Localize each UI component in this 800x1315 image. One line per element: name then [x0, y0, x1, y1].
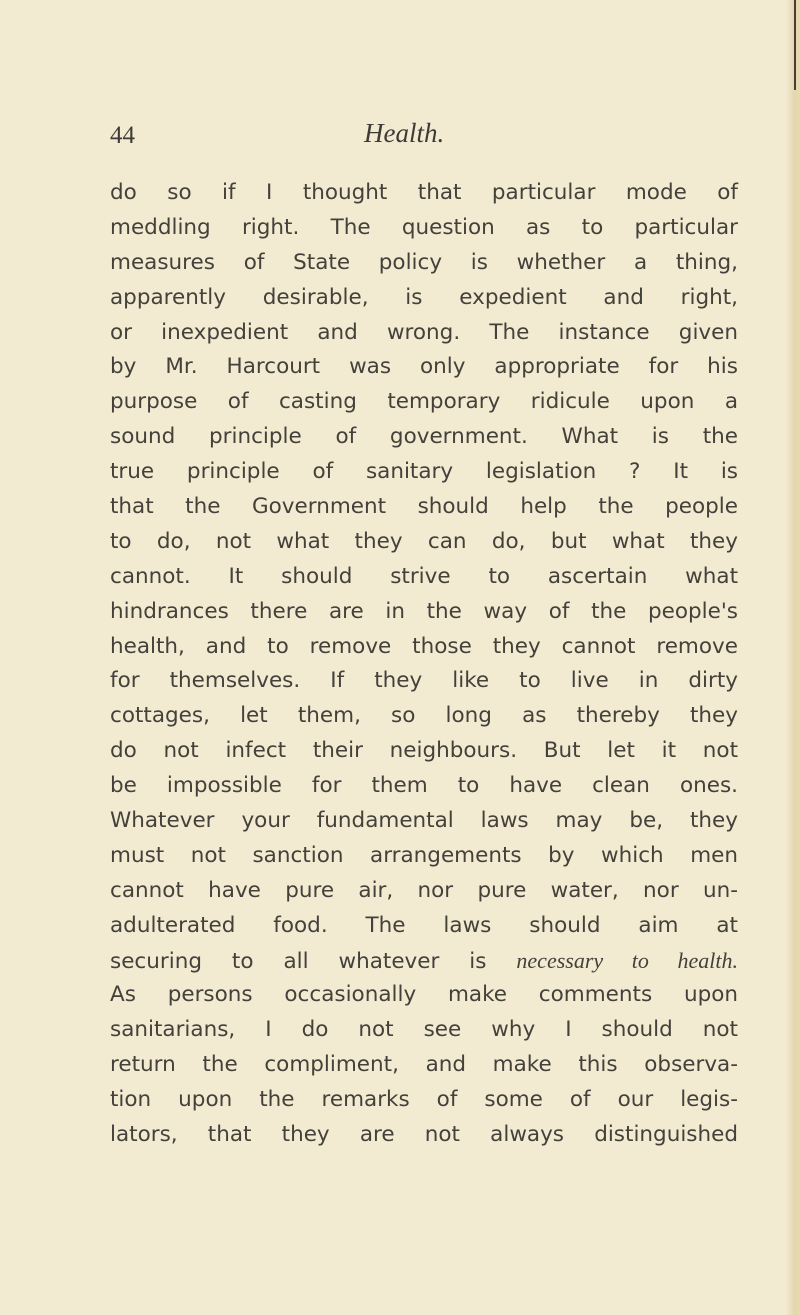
text-line: do not infect their neighbours. But let it not [110, 738, 738, 764]
text-line: to do, not what they can do, but what they [110, 528, 738, 554]
text-line: As persons occasionally make comments upon [110, 982, 738, 1008]
text-line: be impossible for them to have clean ones. [110, 773, 738, 799]
body-text [110, 176, 738, 1153]
page-edge-shadow [786, 0, 800, 1315]
page-edge-line [794, 0, 796, 90]
text-line: must not sanction arrangements by which men [110, 842, 738, 868]
text-line: cottages, let them, so long as thereby they [110, 703, 738, 729]
page-number: 44 [110, 122, 135, 149]
text-line: by Mr. Harcourt was only appropriate for his [110, 354, 738, 380]
text-line: lators, that they are not always distinguished [110, 1122, 738, 1148]
text-line: sound principle of government. What is the [110, 424, 738, 450]
italic-phrase: necessary to health. [516, 947, 738, 973]
running-head [110, 118, 580, 158]
text-segment: securing to all whatever is [110, 948, 517, 974]
text-line: purpose of casting temporary ridicule upon a [110, 389, 738, 415]
text-line: hindrances there are in the way of the people's [110, 598, 738, 624]
text-line: measures of State policy is whether a thing, [110, 249, 738, 275]
text-line: cannot. It should strive to ascertain what [110, 563, 738, 589]
text-line: return the compliment, and make this observa- [110, 1052, 738, 1078]
text-line: health, and to remove those they cannot remove [110, 633, 738, 659]
text-line: true principle of sanitary legislation ? It is [110, 459, 738, 485]
running-title: Health. [364, 118, 445, 148]
text-line: adulterated food. The laws should aim at [110, 912, 738, 938]
text-line: for themselves. If they like to live in dirty [110, 668, 738, 694]
text-line: apparently desirable, is expedient and right, [110, 284, 738, 310]
text-line-with-italic [110, 944, 738, 979]
text-line: meddling right. The question as to particular [110, 214, 738, 240]
text-line: Whatever your fundamental laws may be, they [110, 808, 738, 834]
text-line: that the Government should help the people [110, 494, 738, 520]
text-line: cannot have pure air, nor pure water, nor un- [110, 877, 738, 903]
text-line: sanitarians, I do not see why I should not [110, 1017, 738, 1043]
text-line: do so if I thought that particular mode of [110, 180, 738, 205]
text-line: tion upon the remarks of some of our legis- [110, 1087, 738, 1113]
text-line: or inexpedient and wrong. The instance given [110, 319, 738, 345]
